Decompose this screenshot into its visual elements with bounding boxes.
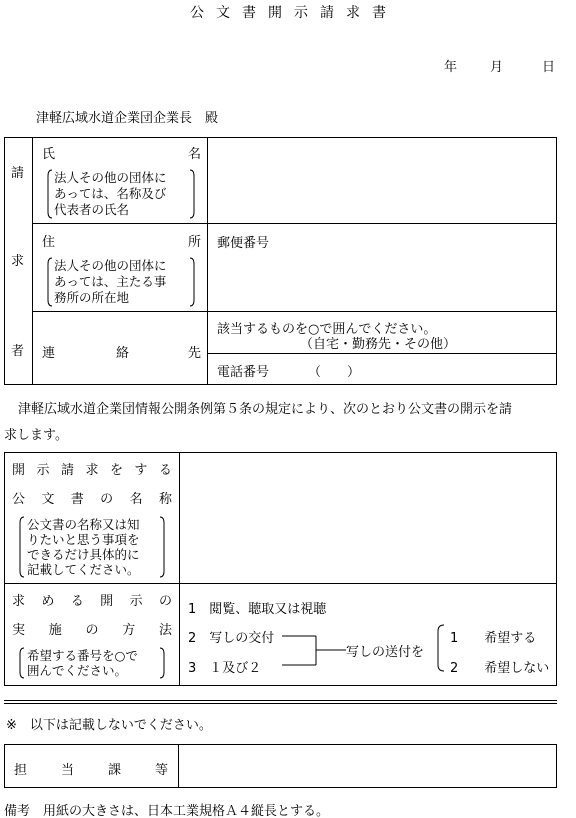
document-note-line: できるだけ具体的に (27, 547, 140, 562)
name-note-line: 法人その他の団体に (54, 170, 167, 185)
request-text-line: 求します。 (4, 428, 68, 443)
label-char: 法 (158, 623, 172, 638)
remarks: 備考 用紙の大きさは、日本工業規格Ａ４縦長とする。 (4, 804, 330, 818)
label-char: 文 (41, 492, 55, 507)
divider (207, 353, 557, 354)
label-char: 開 (100, 594, 114, 609)
requester-side-char: 請 (11, 166, 25, 181)
label-char: す (134, 463, 148, 478)
requester-side-char: 者 (11, 344, 25, 359)
contact-label-char: 先 (188, 346, 202, 361)
document-title: 公文書開示請求書 (190, 5, 398, 21)
name-label-char: 氏 (42, 147, 56, 162)
document-name-label (12, 459, 172, 478)
name-note-line: あっては、名称及び (54, 186, 167, 201)
staff-label (14, 759, 168, 778)
date-line (444, 56, 555, 75)
label-char: 書 (70, 492, 84, 507)
document-note-line: 公文書の名称又は知 (27, 517, 140, 532)
method-option-2: 2 写しの交付 (188, 631, 275, 646)
label-char: め (41, 594, 55, 609)
label-char: を (109, 463, 123, 478)
phone-paren: （ ） (308, 365, 361, 380)
divider (32, 311, 557, 312)
office-use-note: ※ 以下は記載しないでください。 (6, 718, 212, 733)
label-char: 求 (12, 594, 26, 609)
double-separator (4, 700, 557, 704)
connector-lines-icon (282, 630, 346, 670)
method-label (12, 619, 172, 638)
mail-option-yes: 1 希望する (450, 631, 537, 646)
label-char: 示 (129, 594, 143, 609)
method-option-1: 1 閲覧、聴取又は視聴 (188, 602, 327, 617)
label-char: 当 (60, 763, 74, 778)
address-note-line: 務所の所在地 (54, 290, 130, 305)
label-char: 公 (12, 492, 26, 507)
mail-option-no: 2 希望しない (450, 661, 550, 676)
method-label (12, 590, 172, 609)
date-day: 日 (542, 60, 556, 75)
address-label-char: 所 (188, 235, 202, 250)
request-text-line: 津軽広域水道企業団情報公開条例第５条の規定により、次のとおり公文書の開示を請 (18, 402, 513, 417)
method-option-3: 3 １及び２ (188, 661, 262, 676)
address-note-line: あっては、主たる事 (54, 274, 167, 289)
label-char: 担 (14, 763, 28, 778)
mail-delivery-label: 写しの送付を (346, 645, 425, 660)
address-note-line: 法人その他の団体に (54, 258, 167, 273)
phone-label: 電話番号 (217, 365, 270, 380)
divider (178, 744, 179, 788)
bracket-icon (436, 624, 446, 672)
label-char: 示 (36, 463, 50, 478)
label-char: 課 (107, 763, 121, 778)
label-char: 施 (48, 623, 62, 638)
label-char: 実 (12, 623, 26, 638)
addressee: 津軽広域水道企業団企業長 殿 (36, 111, 219, 126)
label-char: 方 (122, 623, 136, 638)
method-note-line: 囲んでください。 (27, 663, 128, 678)
contact-instruction: 該当するものを○で囲んでください。 (217, 322, 437, 337)
method-note-line: 希望する番号を○で (27, 648, 138, 663)
label-char: の (158, 594, 172, 609)
label-char: 開 (12, 463, 26, 478)
document-note-line: りたいと思う事項を (27, 532, 140, 547)
divider (32, 137, 33, 385)
contact-options: （自宅・勤務先・その他） (300, 337, 457, 352)
date-month: 月 (490, 60, 504, 75)
divider (32, 223, 557, 224)
label-char: る (158, 463, 172, 478)
divider (207, 137, 208, 385)
address-label-char: 住 (42, 235, 56, 250)
requester-side-char: 求 (11, 254, 25, 269)
label-char: の (100, 492, 114, 507)
document-name-label (12, 488, 172, 507)
label-char: 請 (60, 463, 74, 478)
contact-label-char: 連 (42, 346, 56, 361)
document-note-line: 記載してください。 (27, 562, 140, 577)
name-note-line: 代表者の氏名 (54, 202, 130, 217)
label-char: 求 (85, 463, 99, 478)
postal-code-label: 郵便番号 (217, 236, 270, 251)
divider (4, 583, 557, 584)
label-char: 名 (129, 492, 143, 507)
label-char: る (70, 594, 84, 609)
date-year: 年 (444, 60, 458, 75)
contact-label-char: 絡 (116, 346, 130, 361)
divider (179, 452, 180, 686)
label-char: の (85, 623, 99, 638)
name-label-char: 名 (188, 147, 202, 162)
label-char: 等 (154, 763, 168, 778)
label-char: 称 (158, 492, 172, 507)
